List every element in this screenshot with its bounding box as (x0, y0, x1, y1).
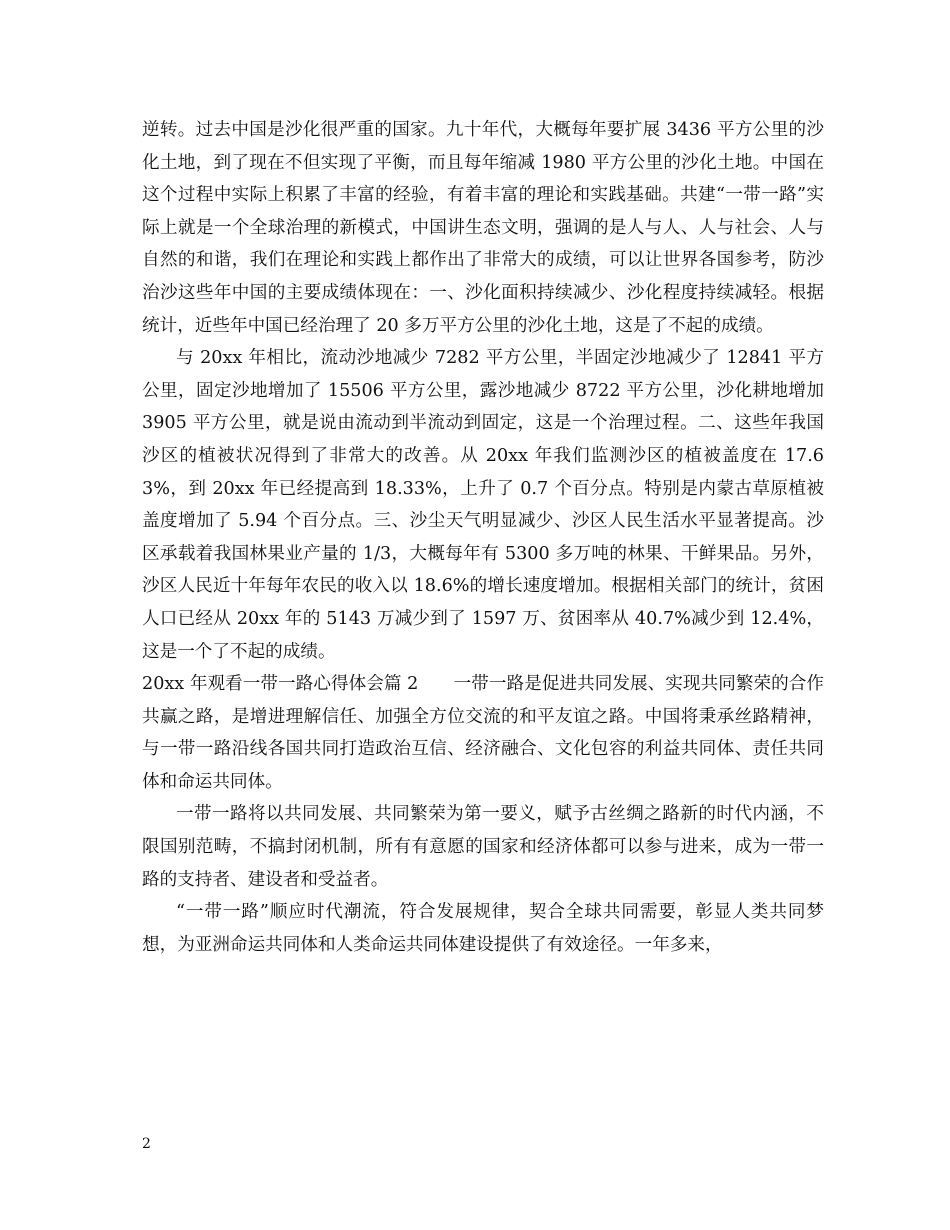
paragraph-4: 一带一路将以共同发展、共同繁荣为第一要义，赋予古丝绸之路新的时代内涵，不限国别范畴，不搞封闭机制，所有有意愿的国家和经济体都可以参与进来，成为一带一路的支持者、建设者和受益者。 (142, 804, 824, 890)
page-number: 2 (142, 1136, 151, 1152)
paragraph-5: “一带一路”顺应时代潮流，符合发展规律，契合全球共同需要，彰显人类共同梦想，为亚洲命运共同体和人类命运共同体建设提供了有效途径。一年多来， (142, 902, 824, 955)
paragraph-3: 20xx 年观看一带一路心得体会篇 2 一带一路是促进共同发展、实现共同繁荣的合作共赢之路，是增进理解信任、加强全方位交流的和平友谊之路。中国将秉承丝路精神，与一带一路沿线各国共同打造政治互信、经济融合、文化包容的利益共同体、责任共同体和命运共同体。 (142, 674, 824, 792)
paragraph-2: 与 20xx 年相比，流动沙地减少 7282 平方公里，半固定沙地减少了 12841 平方公里，固定沙地增加了 15506 平方公里，露沙地减少 8722 平方公里，沙化耕地增加 3905 平方公里，就是说由流动到半流动到固定，这是一个治理过程。二、这些年我国沙区的植被状况得到了非常大的改善。从 20xx 年我们监测沙区的植被盖度在 17.63%，到 20xx 年已经提高到 18.33%，上升了 0.7 个百分点。特别是内蒙古草原植被盖度增加了 5.94 个百分点。三、沙尘天气明显减少、沙区人民生活水平显著提高。沙区承载着我国林果业产量的 1/3，大概每年有 5300 多万吨的林果、干鲜果品。另外，沙区人民近十年每年农民的收入以 18.6%的增长速度增加。根据相关部门的统计，贫困人口已经从 20xx 年的 5143 万减少到了 1597 万、贫困率从 40.7%减少到 12.4%，这是一个了不起的成绩。 (142, 348, 824, 662)
paragraph-1: 逆转。过去中国是沙化很严重的国家。九十年代，大概每年要扩展 3436 平方公里的沙化土地，到了现在不但实现了平衡，而且每年缩减 1980 平方公里的沙化土地。中国在这个过程中实际上积累了丰富的经验，有着丰富的理论和实践基础。共建“一带一路”实际上就是一个全球治理的新模式，中国讲生态文明，强调的是人与人、人与社会、人与自然的和谐，我们在理论和实践上都作出了非常大的成绩，可以让世界各国参考，防沙治沙这些年中国的主要成绩体现在：一、沙化面积持续减少、沙化程度持续减轻。根据统计，近些年中国已经治理了 20 多万平方公里的沙化土地，这是了不起的成绩。 (142, 120, 824, 336)
document-body (142, 114, 824, 961)
